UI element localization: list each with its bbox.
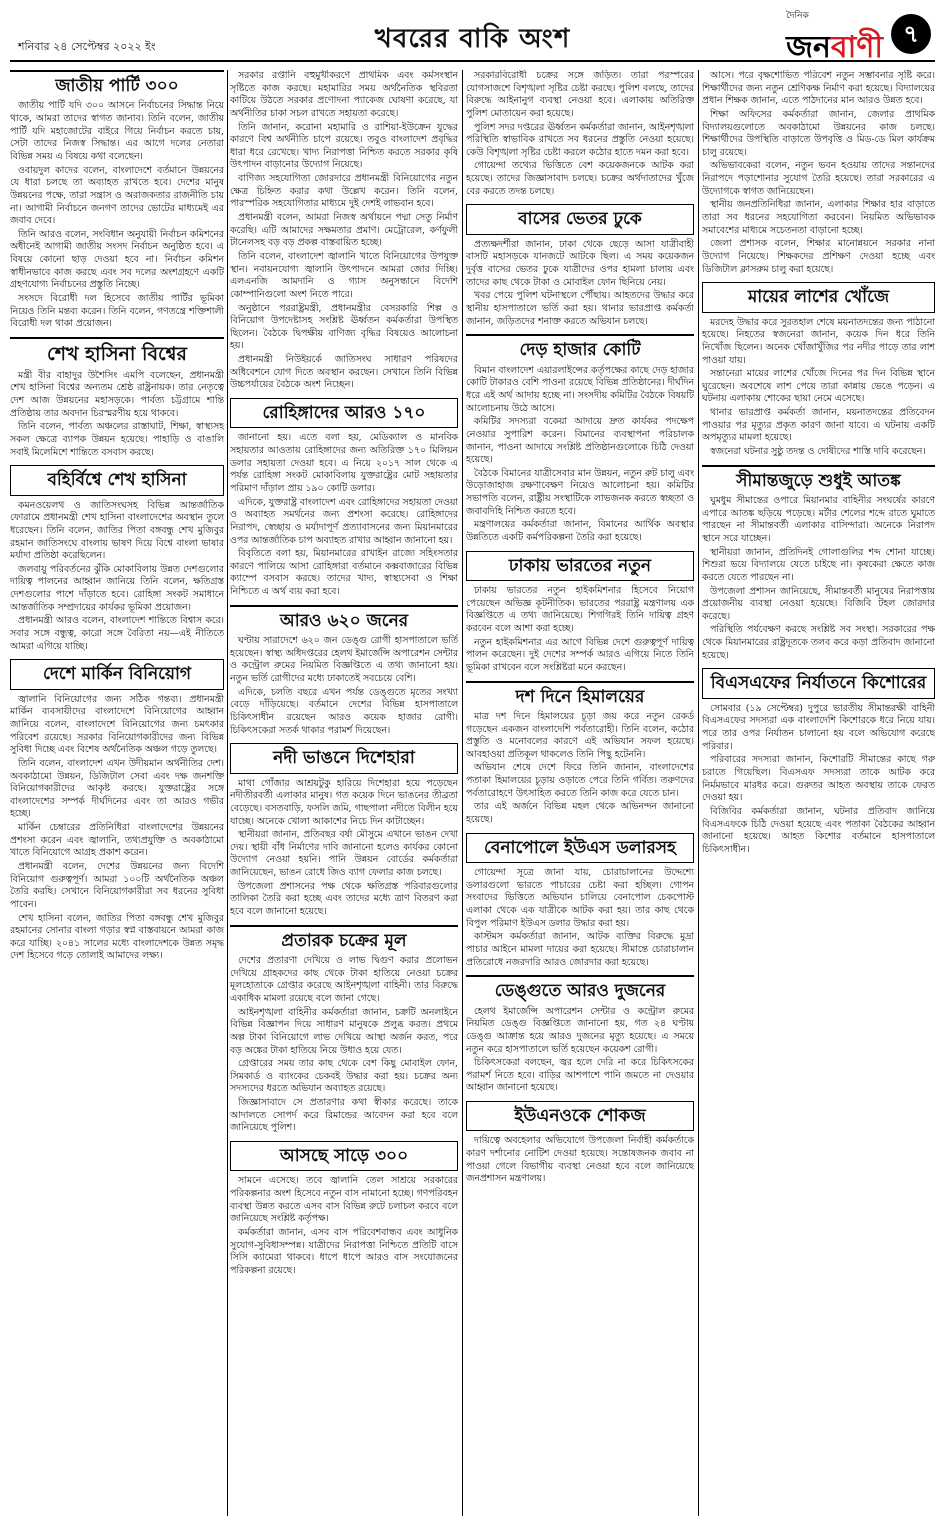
article-paragraph: হেলথ ইমার্জেন্সি অপারেশন সেন্টার ও কন্ট্রোল রুমের নিয়মিত ডেঙ্গু বিজ্ঞপ্তিতে জানানো হয়, গত ২৪ ঘণ্টায় ডেঙ্গু আক্রান্ত হয়ে আরও দুজনের মৃত্যু হয়েছে। এ সময়ে নতুন করে হাসপাতালে ভর্তি হয়েছেন কয়েকশ রোগী। bbox=[466, 1005, 694, 1055]
article-paragraph: সরকার রপ্তানি বহুমুখীকরণে প্রাথমিক এবং কর্মসংস্থান সৃষ্টিতে কাজ করছে। মহামারির সময় অর্থনৈতিক স্থবিরতা কাটিয়ে উঠতে সরকার প্রণোদনা প্যাকেজ ঘোষণা করেছে, যা অর্থনীতির চাকা সচল রাখতে সহায়তা করেছে। bbox=[230, 70, 458, 119]
article-paragraph: ঘুমধুম সীমান্তের ওপারে মিয়ানমার বাহিনীর সংঘর্ষের কারণে এপারে আতঙ্ক ছড়িয়ে পড়েছে। মর্টার শেলের শব্দে রাতে ঘুমাতে পারছেন না সীমান্তবর্তী এলাকার বাসিন্দারা। অনেকে নিরাপদ স্থানে সরে যাচ্ছেন। bbox=[702, 495, 935, 544]
article-paragraph: কমিটির সদস্যরা বকেয়া আদায়ে দ্রুত কার্যকর পদক্ষেপ নেওয়ার সুপারিশ করেন। বিমানের ব্যবস্থাপনা পরিচালক জানান, পাওনা আদায়ে সংশ্লিষ্ট প্রতিষ্ঠানগুলোকে চিঠি দেওয়া হয়েছে। bbox=[466, 416, 694, 466]
article bbox=[230, 70, 458, 392]
article-headline[interactable]: ঢাকায় ভারতের নতুন bbox=[466, 551, 694, 581]
article-paragraph: শেখ হাসিনা বলেন, জাতির পিতা বঙ্গবন্ধু শেখ মুজিবুর রহমানের সোনার বাংলা গড়ার স্বপ্ন বাস্তবায়নে আমরা কাজ করে যাচ্ছি। ২০৪১ সালের মধ্যে বাংলাদেশকে উন্নত সমৃদ্ধ দেশ হিসেবে গড়ে তোলাই আমাদের লক্ষ্য। bbox=[10, 912, 224, 962]
article bbox=[10, 337, 224, 459]
article-paragraph: মাত্র দশ দিনে হিমালয়ের চূড়া জয় করে নতুন রেকর্ড গড়েছেন একজন বাংলাদেশি পর্বতারোহী। তিনি বলেন, কঠোর প্রস্তুতি ও মনোবলের কারণে এই অভিযান সফল হয়েছে। আবহাওয়া প্রতিকূল থাকলেও তিনি পিছু হটেননি। bbox=[466, 710, 694, 760]
article-paragraph: অনুষ্ঠানে পররাষ্ট্রমন্ত্রী, প্রধানমন্ত্রীর বেসরকারি শিল্প ও বিনিয়োগ উপদেষ্টাসহ সংশ্লিষ্ট ঊর্ধ্বতন কর্মকর্তারা উপস্থিত ছিলেন। বৈঠকে দ্বিপক্ষীয় বাণিজ্য বৃদ্ধির বিষয়েও আলোচনা হয়। bbox=[230, 302, 458, 352]
article-headline[interactable]: বিএসএফের নির্যাতনে কিশোরের bbox=[702, 668, 935, 698]
article-headline[interactable]: বহির্বিশ্বে শেখ হাসিনা bbox=[10, 465, 224, 495]
article-paragraph: মন্ত্রণালয়ের কর্মকর্তারা জানান, বিমানের আর্থিক অবস্থার উন্নতিতে একটি কর্মপরিকল্পনা তৈরি করা হয়েছে। bbox=[466, 519, 694, 543]
masthead bbox=[10, 8, 935, 65]
article-headline[interactable]: ইউএনওকে শোকজ bbox=[466, 1101, 694, 1131]
article-paragraph: উপজেলা প্রশাসন জানিয়েছে, সীমান্তবর্তী মানুষের নিরাপত্তায় প্রয়োজনীয় ব্যবস্থা নেওয়া হয়েছে। বিজিবি টহল জোরদার করেছে। bbox=[702, 585, 935, 622]
article-paragraph: তিনি জানান, করোনা মহামারি ও রাশিয়া-ইউক্রেন যুদ্ধের কারণে বিশ্ব অর্থনীতি চাপে রয়েছে। তবুও বাংলাদেশ প্রবৃদ্ধির ধারা ধরে রেখেছে। খাদ্য নিরাপত্তা নিশ্চিত করতে সরকার কৃষি উৎপাদন বাড়ানোর উদ্যোগ নিয়েছে। bbox=[230, 121, 458, 171]
article bbox=[702, 668, 935, 856]
article bbox=[10, 659, 224, 963]
article-paragraph: স্থানীয়রা জানান, প্রতিবছর বর্ষা মৌসুমে এখানে ভাঙন দেখা দেয়। স্থায়ী বাঁধ নির্মাণের দাবি জানানো হলেও কার্যকর কোনো উদ্যোগ নেওয়া হয়নি। পানি উন্নয়ন বোর্ডের কর্মকর্তারা জানিয়েছেন, ভাঙন রোধে জিও ব্যাগ ফেলার কাজ চলছে। bbox=[230, 829, 458, 879]
article-paragraph: মাথা গোঁজার আশ্রয়টুকু হারিয়ে দিশেহারা হয়ে পড়েছেন নদীতীরবর্তী এলাকার মানুষ। গত কয়েক দিনে ভাঙনের তীব্রতা বেড়েছে। বসতবাড়ি, ফসলি জমি, গাছপালা নদীতে বিলীন হয়ে যাচ্ছে। অনেকে খোলা আকাশের নিচে দিন কাটাচ্ছেন। bbox=[230, 777, 458, 827]
article-paragraph: পুলিশ সদর দপ্তরের ঊর্ধ্বতন কর্মকর্তারা জানান, আইনশৃঙ্খলা পরিস্থিতি স্বাভাবিক রাখতে সব ধরনের প্রস্তুতি নেওয়া হয়েছে। কেউ বিশৃঙ্খলা সৃষ্টির চেষ্টা করলে কঠোর হাতে দমন করা হবে। bbox=[466, 121, 694, 158]
article-paragraph: স্থানীয় জনপ্রতিনিধিরা জানান, এলাকার শিক্ষার হার বাড়াতে তারা সব ধরনের সহযোগিতা করবেন। নিয়মিত অভিভাবক সমাবেশের মাধ্যমে সচেতনতা বাড়ানো হচ্ছে। bbox=[702, 199, 935, 236]
article-paragraph: তিনি বলেন, বাংলাদেশ এখন উদীয়মান অর্থনীতির দেশ। অবকাঠামো উন্নয়ন, ডিজিটাল সেবা এবং দক্ষ জনশক্তি বিনিয়োগকারীদের আকৃষ্ট করছে। যুক্তরাষ্ট্রের সঙ্গে বাংলাদেশের সম্পর্ক দীর্ঘদিনের এবং তা আরও গভীর হচ্ছে। bbox=[10, 757, 224, 820]
article-headline[interactable]: নদী ভাঙনে দিশেহারা bbox=[230, 743, 458, 773]
article-paragraph: প্রধানমন্ত্রী নিউইয়র্কে জাতিসংঘ সাধারণ পরিষদের অধিবেশনে যোগ দিতে অবস্থান করছেন। সেখানে তিনি বিভিন্ন উচ্চপর্যায়ের বৈঠকে অংশ নিচ্ছেন। bbox=[230, 354, 458, 391]
logo-part-2: বাণী bbox=[830, 30, 883, 65]
logo-prefix: দৈনিক bbox=[786, 11, 809, 21]
article bbox=[230, 743, 458, 918]
article-paragraph: তিনি বলেন, পার্বত্য অঞ্চলের রাস্তাঘাট, শিক্ষা, স্বাস্থ্যসহ সকল ক্ষেত্রে ব্যাপক উন্নয়ন হয়েছে। পাহাড়ি ও বাঙালি সবাই মিলেমিশে শান্তিতে বসবাস করছে। bbox=[10, 421, 224, 458]
article-paragraph: তার এই অর্জনে বিভিন্ন মহল থেকে অভিনন্দন জানানো হয়েছে। bbox=[466, 801, 694, 826]
column-divider bbox=[698, 70, 699, 1516]
article-paragraph: এদিকে, যুক্তরাষ্ট্র বাংলাদেশ এবং রোহিঙ্গাদের সহায়তা দেওয়া ও অব্যাহত সমর্থনের জন্য প্রশংসা করেছে। রোহিঙ্গাদের নিরাপদ, স্বেচ্ছায় ও মর্যাদাপূর্ণ প্রত্যাবাসনের জন্য মিয়ানমারের ওপর আন্তর্জাতিক চাপ অব্যাহত রাখার আহ্বান জানানো হয়। bbox=[230, 496, 458, 546]
article-paragraph: তিনি বলেন, বাংলাদেশ জ্বালানি খাতে বিনিয়োগের উপযুক্ত স্থান। নবায়নযোগ্য জ্বালানি উৎপাদনে আমরা জোর দিচ্ছি। এলএনজি আমদানি ও গ্যাস অনুসন্ধানে বিদেশি কোম্পানিগুলো অংশ নিতে পারে। bbox=[230, 250, 458, 300]
article-paragraph: মার্কিন চেম্বারের প্রতিনিধিরা বাংলাদেশের উন্নয়নের প্রশংসা করেন এবং জ্বালানি, তথ্যপ্রযুক্তি ও অবকাঠামো খাতে বিনিয়োগে আগ্রহ প্রকাশ করেন। bbox=[10, 822, 224, 859]
article-headline[interactable]: সীমান্তজুড়ে শুধুই আতঙ্ক bbox=[702, 465, 935, 495]
article-paragraph: প্রধানমন্ত্রী বলেন, আমরা নিজস্ব অর্থায়নে পদ্মা সেতু নির্মাণ করেছি। এটি আমাদের সক্ষমতার প্রমাণ। মেট্রোরেল, কর্ণফুলী টানেলসহ বড় বড় প্রকল্প বাস্তবায়িত হচ্ছে। bbox=[230, 212, 458, 249]
article-paragraph: জিজ্ঞাসাবাদে সে প্রতারণার কথা স্বীকার করেছে। তাকে আদালতে সোপর্দ করে রিমান্ডের আবেদন করা হবে বলে জানিয়েছে পুলিশ। bbox=[230, 1097, 458, 1134]
article-paragraph: প্রধানমন্ত্রী আরও বলেন, বাংলাদেশ শান্তিতে বিশ্বাস করে। সবার সঙ্গে বন্ধুত্ব, কারো সঙ্গে বৈরিতা নয়—এই নীতিতে আমরা এগিয়ে যাচ্ছি। bbox=[10, 615, 224, 652]
article-headline[interactable]: দেশে মার্কিন বিনিয়োগ bbox=[10, 659, 224, 689]
article-paragraph: স্থানীয়রা জানান, প্রতিদিনই গোলাগুলির শব্দ শোনা যাচ্ছে। শিশুরা ভয়ে বিদ্যালয়ে যেতে চাইছে না। কৃষকেরা ক্ষেতে কাজ করতে যেতে পারছেন না। bbox=[702, 546, 935, 583]
article-paragraph: জলবায়ু পরিবর্তনের ঝুঁকি মোকাবিলায় উন্নত দেশগুলোর দায়িত্ব পালনের আহ্বান জানিয়ে তিনি বলেন, ক্ষতিগ্রস্ত দেশগুলোর পাশে দাঁড়াতে হবে। রোহিঙ্গা সংকট সমাধানে আন্তর্জাতিক সম্প্রদায়ের কার্যকর ভূমিকা প্রয়োজন। bbox=[10, 563, 224, 613]
article bbox=[466, 334, 694, 544]
article bbox=[466, 204, 694, 328]
article-paragraph: দেশের প্রতারণা দেখিয়ে ও লাভ দ্বিগুণ করার প্রলোভন দেখিয়ে গ্রাহকদের কাছ থেকে টাকা হাতিয়ে নেওয়া চক্রের মূলহোতাকে গ্রেপ্তার করেছে আইনশৃঙ্খলা বাহিনী। তার বিরুদ্ধে একাধিক মামলা রয়েছে বলে জানা গেছে। bbox=[230, 955, 458, 1004]
column-divider bbox=[462, 70, 463, 1516]
article-headline[interactable]: প্রতারক চক্রের মূল bbox=[230, 925, 458, 955]
article-paragraph: তিনি আরও বলেন, সংবিধান অনুযায়ী নির্বাচন কমিশনের অধীনেই আগামী জাতীয় সংসদ নির্বাচন অনুষ্ঠিত হবে। এ বিষয়ে কোনো ছাড় দেওয়া হবে না। নির্বাচন কমিশন স্বাধীনভাবে কাজ করছে এবং সব দলের অংশগ্রহণে একটি গ্রহণযোগ্য নির্বাচনের প্রস্তুতি নিচ্ছে। bbox=[10, 228, 224, 291]
article-paragraph: জাতীয় পার্টি যদি ৩০০ আসনে নির্বাচনের সিদ্ধান্ত নিয়ে থাকে, আমরা তাদের স্বাগত জানাব। তিনি বলেন, জাতীয় পার্টি যদি মহাজোটের বাইরে গিয়ে নির্বাচন করতে চায়, সেটা তাদের নিজস্ব সিদ্ধান্ত। এর আগে দলের নেতারা বিভিন্ন সময় এ বিষয়ে কথা বলেছেন। bbox=[10, 100, 224, 162]
article-paragraph: নতুন হাইকমিশনার এর আগে বিভিন্ন দেশে গুরুত্বপূর্ণ দায়িত্ব পালন করেছেন। দুই দেশের সম্পর্ক আরও এগিয়ে নিতে তিনি ভূমিকা রাখবেন বলে সংশ্লিষ্টরা মনে করছেন। bbox=[466, 636, 694, 673]
newspaper-logo bbox=[786, 8, 883, 74]
article-paragraph: মন্ত্রী বীর বাহাদুর উশৈসিং এমপি বলেছেন, প্রধানমন্ত্রী শেখ হাসিনা বিশ্বের অন্যতম শ্রেষ্ঠ রাষ্ট্রনায়ক। তার নেতৃত্বে দেশ আজ উন্নয়নের মহাসড়কে। পার্বত্য চট্টগ্রামে শান্তি প্রতিষ্ঠায় তার অবদান চিরস্মরণীয় হয়ে থাকবে। bbox=[10, 369, 224, 419]
article-paragraph: আসে। পরে বৃক্ষশোভিত পরিবেশ নতুন সম্ভাবনার সৃষ্টি করে। শিক্ষার্থীদের জন্য নতুন শ্রেণিকক্ষ নির্মাণ করা হয়েছে। বিদ্যালয়ের প্রধান শিক্ষক জানান, এতে পাঠদানের মান আরও উন্নত হবে। bbox=[702, 70, 935, 107]
article-paragraph: পরিস্থিতি পর্যবেক্ষণ করছে সংশ্লিষ্ট সব সংস্থা। সরকারের পক্ষ থেকে মিয়ানমারের রাষ্ট্রদূতকে তলব করে কড়া প্রতিবাদ জানানো হয়েছে। bbox=[702, 624, 935, 661]
article-paragraph: বাণিজ্য সহযোগিতা জোরদারে প্রধানমন্ত্রী বিনিয়োগের নতুন ক্ষেত্র চিহ্নিত করার কথা উল্লেখ করেন। তিনি বলেন, পারস্পরিক সহযোগিতার মাধ্যমে দুই দেশই লাভবান হবে। bbox=[230, 173, 458, 210]
article-headline[interactable]: রোহিঙ্গাদের আরও ১৭০ bbox=[230, 398, 458, 428]
article-paragraph: উপজেলা প্রশাসনের পক্ষ থেকে ক্ষতিগ্রস্ত পরিবারগুলোর তালিকা তৈরি করা হচ্ছে এবং তাদের মধ্যে ত্রাণ বিতরণ করা হবে বলে জানানো হয়েছে। bbox=[230, 880, 458, 918]
article-paragraph: কমনওয়েলথ ও জাতিসংঘসহ বিভিন্ন আন্তর্জাতিক ফোরামে প্রধানমন্ত্রী শেখ হাসিনা বাংলাদেশের অবস্থান তুলে ধরেছেন। তিনি বলেন, জাতির পিতা বঙ্গবন্ধু শেখ মুজিবুর রহমান জাতিসংঘে বাংলায় ভাষণ দিয়ে বিশ্বে বাংলা ভাষার মর্যাদা প্রতিষ্ঠা করেছিলেন। bbox=[10, 499, 224, 562]
article-paragraph: থানার ভারপ্রাপ্ত কর্মকর্তা জানান, ময়নাতদন্তের প্রতিবেদন পাওয়ার পর মৃত্যুর প্রকৃত কারণ জানা যাবে। এ ঘটনায় একটি অপমৃত্যুর মামলা হয়েছে। bbox=[702, 407, 935, 444]
article-paragraph: জ্বালানি বিনিয়োগের জন্য সঠিক গন্তব্য। প্রধানমন্ত্রী মার্কিন ব্যবসায়ীদের বাংলাদেশে বিনিয়োগের আহ্বান জানিয়ে বলেন, বাংলাদেশে বিনিয়োগের জন্য চমৎকার পরিবেশ রয়েছে। সরকার বিনিয়োগকারীদের জন্য বিভিন্ন সুবিধা দিচ্ছে এবং বিশেষ অর্থনৈতিক অঞ্চল গড়ে তুলছে। bbox=[10, 693, 224, 756]
article-paragraph: গোয়েন্দা তথ্যের ভিত্তিতে বেশ কয়েকজনকে আটক করা হয়েছে। তাদের জিজ্ঞাসাবাদ চলছে। চক্রের অর্থদাতাদের খুঁজে বের করতে তদন্ত চলছে। bbox=[466, 160, 694, 197]
article-paragraph: কর্মকর্তারা জানান, এসব বাস পরিবেশবান্ধব এবং আধুনিক সুযোগ-সুবিধাসম্পন্ন। যাত্রীদের নিরাপত্তা নিশ্চিতে প্রতিটি বাসে সিসি ক্যামেরা থাকবে। ধাপে ধাপে আরও বাস সংযোজনের পরিকল্পনা রয়েছে। bbox=[230, 1227, 458, 1276]
article-paragraph: সংসদে বিরোধী দল হিসেবে জাতীয় পার্টির ভূমিকা নিয়েও তিনি মন্তব্য করেন। তিনি বলেন, গণতন্ত্রে শক্তিশালী বিরোধী দল থাকা প্রয়োজন। bbox=[10, 293, 224, 330]
article-paragraph: কাস্টমস কর্মকর্তারা জানান, আটক ব্যক্তির বিরুদ্ধে মুদ্রা পাচার আইনে মামলা দায়ের করা হয়েছে। সীমান্তে চোরাচালান প্রতিরোধে নজরদারি আরও জোরদার করা হয়েছে। bbox=[466, 931, 694, 968]
article bbox=[702, 465, 935, 663]
article bbox=[466, 833, 694, 970]
article-paragraph: চিকিৎসকেরা বলছেন, জ্বর হলে দেরি না করে চিকিৎসকের পরামর্শ নিতে হবে। বাড়ির আশপাশে পানি জমতে না দেওয়ার আহ্বান জানানো হয়েছে। bbox=[466, 1057, 694, 1094]
article-paragraph: বিজিবির কর্মকর্তারা জানান, ঘটনার প্রতিবাদ জানিয়ে বিএসএফকে চিঠি দেওয়া হয়েছে এবং পতাকা বৈঠকের আহ্বান জানানো হয়েছে। আহত কিশোর বর্তমানে হাসপাতালে চিকিৎসাধীন। bbox=[702, 805, 935, 855]
article-paragraph: ঘণ্টায় সারাদেশে ৬২০ জন ডেঙ্গু রোগী হাসপাতালে ভর্তি হয়েছেন। স্বাস্থ্য অধিদপ্তরের হেলথ ইমার্জেন্সি অপারেশন সেন্টার ও কন্ট্রোল রুমের নিয়মিত বিজ্ঞপ্তিতে এ তথ্য জানানো হয়। নতুন ভর্তি রোগীদের মধ্যে ঢাকাতেই সবচেয়ে বেশি। bbox=[230, 635, 458, 685]
column-2 bbox=[230, 70, 458, 1516]
article-paragraph: স্বজনেরা ঘটনার সুষ্ঠু তদন্ত ও দোষীদের শাস্তি দাবি করেছেন। bbox=[710, 446, 926, 458]
article-headline[interactable]: ডেঙ্গুতে আরও দুজনের bbox=[466, 975, 694, 1005]
article-headline[interactable]: দেড় হাজার কোটি bbox=[466, 334, 694, 364]
article-paragraph: প্রধানমন্ত্রী বলেন, দেশের উন্নয়নের জন্য বিদেশি বিনিয়োগ গুরুত্বপূর্ণ। আমরা ১০০টি অর্থনৈতিক অঞ্চল তৈরি করছি। সেখানে বিনিয়োগকারীরা সব ধরনের সুবিধা পাবেন। bbox=[10, 861, 224, 910]
article-headline[interactable]: বাসের ভেতর ঢুকে bbox=[466, 204, 694, 234]
article-paragraph: গ্রেপ্তারের সময় তার কাছ থেকে বেশ কিছু মোবাইল ফোন, সিমকার্ড ও ব্যাংকের চেকবই উদ্ধার করা হয়। চক্রের অন্য সদস্যদের ধরতে অভিযান অব্যাহত রয়েছে। bbox=[230, 1058, 458, 1095]
article-paragraph: সরকারবিরোধী চক্রের সঙ্গে জড়িত। তারা পরস্পরের যোগসাজশে বিশৃঙ্খলা সৃষ্টির চেষ্টা করছে। পুলিশ বলছে, তাদের বিরুদ্ধে আইনানুগ ব্যবস্থা নেওয়া হবে। এলাকায় অতিরিক্ত পুলিশ মোতায়েন করা হয়েছে। bbox=[466, 70, 694, 119]
article-paragraph: সোমবার (১৯ সেপ্টেম্বর) দুপুরে ভারতীয় সীমান্তরক্ষী বাহিনী বিএসএফের সদস্যরা এক বাংলাদেশি কিশোরকে ধরে নিয়ে যায়। পরে তার ওপর নির্যাতন চালানো হয় বলে অভিযোগ করেছে পরিবার। bbox=[702, 702, 935, 752]
article bbox=[466, 70, 694, 198]
article-paragraph: জেলা প্রশাসক বলেন, শিক্ষার মানোন্নয়নে সরকার নানা উদ্যোগ নিয়েছে। শিক্ষকদের প্রশিক্ষণ দেওয়া হচ্ছে এবং ডিজিটাল ক্লাসরুম চালু করা হয়েছে। bbox=[702, 238, 935, 275]
logo-part-1: জন bbox=[786, 30, 831, 65]
article-headline[interactable]: বেনাপোলে ইউএস ডলারসহ bbox=[466, 833, 694, 863]
article-headline[interactable]: জাতীয় পার্টি ৩০০ bbox=[10, 70, 224, 100]
article-paragraph: বিবৃতিতে বলা হয়, মিয়ানমারের রাখাইন রাজ্যে সহিংসতার কারণে পালিয়ে আসা রোহিঙ্গারা বর্তমানে কক্সবাজারের বিভিন্ন ক্যাম্পে বসবাস করছে। তাদের খাদ্য, স্বাস্থ্যসেবা ও শিক্ষা নিশ্চিতে এ অর্থ ব্যয় করা হবে। bbox=[230, 548, 458, 598]
article-paragraph: অভিভাবকেরা বলেন, নতুন ভবন হওয়ায় তাদের সন্তানদের নিরাপদে পড়াশোনার সুযোগ তৈরি হয়েছে। তারা সরকারের এ উদ্যোগকে স্বাগত জানিয়েছেন। bbox=[702, 160, 935, 197]
article-paragraph: জানানো হয়। এতে বলা হয়, মেডিক্যাল ও মানবিক সহায়তার আওতায় রোহিঙ্গাদের জন্য অতিরিক্ত ১৭০ মিলিয়ন ডলার সহায়তা দেওয়া হবে। এ নিয়ে ২০১৭ সাল থেকে এ পর্যন্ত রোহিঙ্গা সংকট মোকাবিলায় যুক্তরাষ্ট্রের মোট সহায়তার পরিমাণ দাঁড়াল প্রায় ১৯০ কোটি ডলার। bbox=[230, 432, 458, 494]
article bbox=[466, 681, 694, 827]
article-headline[interactable]: শেখ হাসিনা বিশ্বের bbox=[10, 337, 224, 370]
issue-date: শনিবার ২৪ সেপ্টেম্বর ২০২২ ইং bbox=[18, 40, 156, 53]
article-paragraph: আইনশৃঙ্খলা বাহিনীর কর্মকর্তারা জানান, চক্রটি অনলাইনে বিভিন্ন বিজ্ঞাপন দিয়ে সাধারণ মানুষকে প্রলুব্ধ করত। প্রথমে অল্প টাকা বিনিয়োগে লাভ দেখিয়ে আস্থা অর্জন করত, পরে বড় অঙ্কের টাকা হাতিয়ে নিয়ে উধাও হয়ে যেত। bbox=[230, 1006, 458, 1056]
page-number: ৭ bbox=[891, 14, 931, 54]
article bbox=[230, 398, 458, 599]
article-paragraph: এদিকে, চলতি বছরে এখন পর্যন্ত ডেঙ্গুতে মৃতের সংখ্যা বেড়ে দাঁড়িয়েছে। বর্তমানে দেশের বিভিন্ন হাসপাতালে চিকিৎসাধীন রয়েছেন আরও কয়েক হাজার রোগী। চিকিৎসকেরা সতর্ক থাকার পরামর্শ দিয়েছেন। bbox=[230, 686, 458, 736]
article bbox=[230, 925, 458, 1135]
article-paragraph: সন্তানেরা মায়ের লাশের খোঁজে দিনের পর দিন বিভিন্ন স্থানে ঘুরেছেন। অবশেষে লাশ পেয়ে তারা কান্নায় ভেঙে পড়েন। এ ঘটনায় এলাকায় শোকের ছায়া নেমে এসেছে। bbox=[702, 368, 935, 405]
article bbox=[466, 551, 694, 675]
article-headline[interactable]: মায়ের লাশের খোঁজে bbox=[702, 282, 935, 312]
article bbox=[10, 70, 224, 331]
article bbox=[230, 605, 458, 738]
article-paragraph: গোয়েন্দা সূত্রে জানা যায়, চোরাচালানের উদ্দেশ্যে ডলারগুলো ভারতে পাচারের চেষ্টা করা হচ্ছিল। গোপন সংবাদের ভিত্তিতে অভিযান চালিয়ে বেনাপোল চেকপোস্ট এলাকা থেকে এক যাত্রীকে আটক করা হয়। তার কাছ থেকে বিপুল পরিমাণ ইউএস ডলার উদ্ধার করা হয়। bbox=[466, 867, 694, 929]
article bbox=[702, 282, 935, 458]
article-paragraph: শিক্ষা অফিসের কর্মকর্তারা জানান, জেলার প্রাথমিক বিদ্যালয়গুলোতে অবকাঠামো উন্নয়নের কাজ চলছে। শিক্ষার্থীদের উপস্থিতি বাড়াতে উপবৃত্তি ও মিড-ডে মিল কার্যক্রম চালু রয়েছে। bbox=[702, 108, 935, 158]
article-paragraph: বিমান বাংলাদেশ এয়ারলাইন্সের কর্তৃপক্ষের কাছে দেড় হাজার কোটি টাকারও বেশি পাওনা রয়েছে বিভিন্ন প্রতিষ্ঠানের। দীর্ঘদিন ধরে এই অর্থ আদায় হচ্ছে না। সংসদীয় কমিটির বৈঠকে বিষয়টি আলোচনায় উঠে আসে। bbox=[466, 364, 694, 414]
article-paragraph: দায়িত্বে অবহেলার অভিযোগে উপজেলা নির্বাহী কর্মকর্তাকে কারণ দর্শানোর নোটিশ দেওয়া হয়েছে। সন্তোষজনক জবাব না পাওয়া গেলে বিভাগীয় ব্যবস্থা নেওয়া হবে বলে জানিয়েছে জনপ্রশাসন মন্ত্রণালয়। bbox=[466, 1135, 694, 1185]
article-paragraph: পরিবারের সদস্যরা জানান, কিশোরটি সীমান্তের কাছে গরু চরাতে গিয়েছিল। বিএসএফ সদস্যরা তাকে আটক করে নির্মমভাবে মারধর করে। গুরুতর আহত অবস্থায় তাকে ফেরত দেওয়া হয়। bbox=[702, 754, 935, 804]
article-paragraph: ঢাকায় ভারতের নতুন হাইকমিশনার হিসেবে নিয়োগ পেয়েছেন অভিজ্ঞ কূটনীতিক। ভারতের পররাষ্ট্র মন্ত্রণালয় এক বিজ্ঞপ্তিতে এ তথ্য জানিয়েছে। শিগগিরই তিনি দায়িত্ব গ্রহণ করবেন বলে আশা করা হচ্ছে। bbox=[466, 585, 694, 634]
article-paragraph: ওবায়দুল কাদের বলেন, বাংলাদেশে বর্তমানে উন্নয়নের যে ধারা চলছে তা অব্যাহত রাখতে হবে। দেশের মানুষ উন্নয়নের পক্ষে, তারা সন্ত্রাস ও অরাজকতার রাজনীতি চায় না। আগামী নির্বাচনে জনগণ তাদের ভোটের মাধ্যমেই এর জবাব দেবে। bbox=[10, 164, 224, 227]
article-paragraph: বৈঠকে বিমানের যাত্রীসেবার মান উন্নয়ন, নতুন রুট চালু এবং উড়োজাহাজ রক্ষণাবেক্ষণ নিয়েও আলোচনা হয়। কমিটির সভাপতি বলেন, রাষ্ট্রীয় সংস্থাটিকে লাভজনক করতে স্বচ্ছতা ও জবাবদিহি নিশ্চিত করতে হবে। bbox=[466, 467, 694, 517]
article-paragraph: মরদেহ উদ্ধার করে সুরতহাল শেষে ময়নাতদন্তের জন্য পাঠানো হয়েছে। নিহতের স্বজনেরা জানান, কয়েক দিন ধরে তিনি নিখোঁজ ছিলেন। অনেক খোঁজাখুঁজির পর নদীর পাড়ে তার লাশ পাওয়া যায়। bbox=[702, 316, 935, 366]
article-paragraph: অভিযান শেষে দেশে ফিরে তিনি জানান, বাংলাদেশের পতাকা হিমালয়ের চূড়ায় ওড়াতে পেরে তিনি গর্বিত। তরুণদের পর্বতারোহণে উৎসাহিত করতে তিনি কাজ করে যেতে চান। bbox=[466, 762, 694, 799]
column-4 bbox=[702, 70, 935, 1516]
column-divider bbox=[227, 70, 228, 1516]
article bbox=[230, 1141, 458, 1278]
article bbox=[466, 1101, 694, 1186]
article-paragraph: প্রত্যক্ষদর্শীরা জানান, ঢাকা থেকে ছেড়ে আসা যাত্রীবাহী বাসটি মহাসড়কে যানজটে আটকে ছিল। এ সময় কয়েকজন দুর্বৃত্ত বাসের ভেতর ঢুকে যাত্রীদের ওপর হামলা চালায় এবং তাদের কাছ থেকে টাকা ও মোবাইল ফোন ছিনিয়ে নেয়। bbox=[466, 238, 694, 288]
section-title: খবরের বাকি অংশ bbox=[374, 24, 571, 54]
column-3 bbox=[466, 70, 694, 1516]
column-1 bbox=[10, 70, 224, 1516]
article-headline[interactable]: দশ দিনে হিমালয়ের bbox=[466, 681, 694, 711]
article-headline[interactable]: আসছে সাড়ে ৩০০ bbox=[230, 1141, 458, 1171]
article bbox=[10, 465, 224, 653]
article-paragraph: খবর পেয়ে পুলিশ ঘটনাস্থলে পৌঁছায়। আহতদের উদ্ধার করে স্থানীয় হাসপাতালে ভর্তি করা হয়। থানার ভারপ্রাপ্ত কর্মকর্তা জানান, জড়িতদের শনাক্ত করতে অভিযান চলছে। bbox=[466, 290, 694, 327]
article bbox=[466, 975, 694, 1095]
article-paragraph: সামনে এসেছে। তবে জ্বালানি তেল সাশ্রয়ে সরকারের পরিকল্পনার অংশ হিসেবে নতুন বাস নামানো হচ্ছে। গণপরিবহন ব্যবস্থা উন্নত করতে এসব বাস বিভিন্ন রুটে চলাচল করবে বলে জানিয়েছে সংশ্লিষ্ট কর্তৃপক্ষ। bbox=[230, 1175, 458, 1225]
article bbox=[702, 70, 935, 276]
article-headline[interactable]: আরও ৬২০ জনের bbox=[230, 605, 458, 635]
